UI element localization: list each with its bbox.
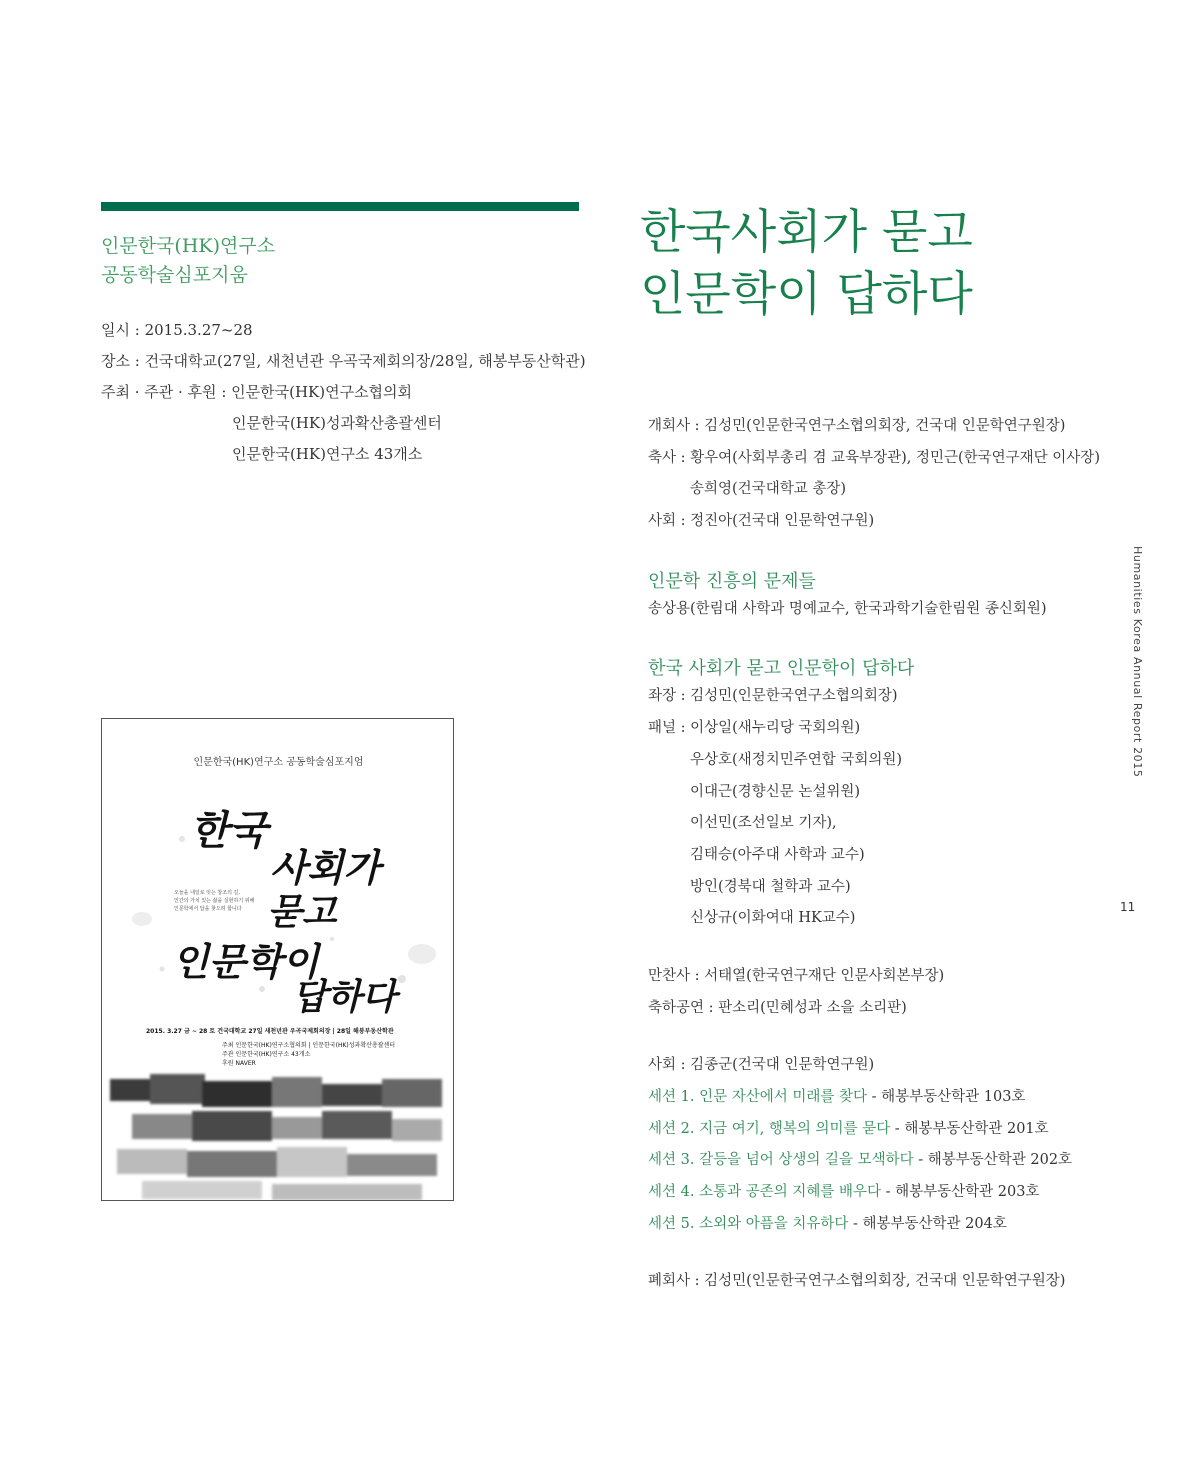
session-item	[648, 1148, 1128, 1180]
top-accent-bar	[101, 202, 579, 211]
page-title-line-1: 한국사회가 묻고	[640, 205, 973, 260]
poster-calligraphy-4: 인문학이	[172, 939, 319, 984]
congratulatory-speech-2: 송희영(건국대학교 총장)	[690, 481, 846, 498]
program-list	[648, 414, 1128, 1301]
mc-line: 사회 : 정진아(건국대 인문학연구원)	[648, 513, 875, 530]
session-room: - 해봉부동산학관 103호	[866, 1089, 1026, 1105]
poster-info	[222, 1041, 395, 1068]
event-date: 일시 : 2015.3.27~28	[101, 321, 253, 339]
poster-info-2: 주관 인문한국(HK)연구소 43개소	[222, 1051, 311, 1058]
session-room: - 해봉부동산학관 202호	[913, 1152, 1073, 1169]
session-title: 세션 4. 소통과 공존의 지혜를 배우다	[648, 1184, 881, 1201]
session-item	[648, 1212, 1128, 1244]
poster-info-3: 후원 NAVER	[222, 1060, 256, 1067]
panelist: 이선민(조선일보 기자),	[690, 815, 837, 832]
event-org-title	[101, 232, 275, 290]
poster-top-title: 인문한국(HK)연구소 공동학술심포지엄	[193, 757, 364, 768]
event-host-3: 인문한국(HK)연구소 43개소	[232, 445, 423, 463]
session-title: 세션 1. 인문 자산에서 미래를 찾다	[648, 1089, 867, 1105]
event-info	[101, 318, 586, 473]
panel-title: 한국 사회가 묻고 인문학이 답하다	[648, 658, 915, 680]
panel-chair: 좌장 : 김성민(인문한국연구소협의회장)	[648, 688, 898, 705]
poster-subtext-3: 인문학에서 답을 찾으려 합니다	[174, 906, 242, 912]
poster-subtext-2: 인간의 가치 있는 삶을 실현하기 위해	[174, 898, 255, 904]
poster-calligraphy-2: 사회가	[270, 845, 381, 890]
panelist: 신상규(이화여대 HK교수)	[690, 910, 856, 927]
keynote-speaker: 송상용(한림대 사학과 명예교수, 한국과학기술한림원 종신회원)	[648, 600, 1047, 617]
panelist: 우상호(새정치민주연합 국회의원)	[690, 751, 903, 768]
panelist: 이대근(경향신문 논설위원)	[690, 783, 860, 800]
closing-speech: 폐회사 : 김성민(인문한국연구소협의회장, 건국대 인문학연구원장)	[648, 1273, 1066, 1290]
dinner-speech: 만찬사 : 서태열(한국연구재단 인문사회본부장)	[648, 967, 945, 984]
page-title-line-2: 인문학이 답하다	[640, 267, 973, 322]
celebration-performance: 축하공연 : 판소리(민혜성과 소을 소리판)	[648, 999, 907, 1016]
event-host-2: 인문한국(HK)성과확산총괄센터	[232, 414, 442, 432]
org-title-line-1: 인문한국(HK)연구소	[101, 235, 276, 257]
event-host: 주최 · 주관 · 후원 : 인문한국(HK)연구소협의회	[101, 383, 413, 401]
report-sidebar-label: Humanities Korea Annual Report 2015	[1131, 546, 1144, 778]
panelist: 김태승(아주대 사학과 교수)	[690, 846, 865, 863]
page-number: 11	[1120, 900, 1136, 914]
poster-date-line: 2015. 3.27 금 ~ 28 토 건국대학교 27일 새천년관 우곡국제회의장 | 28일 해봉부동산학관	[146, 1028, 394, 1035]
poster-subtext	[174, 889, 254, 913]
session-title: 세션 2. 지금 여기, 행복의 의미를 묻다	[648, 1120, 891, 1137]
opening-speech: 개회사 : 김성민(인문한국연구소협의회장, 건국대 인문학연구원장)	[648, 418, 1066, 434]
keynote-title: 인문학 진흥의 문제들	[648, 570, 816, 592]
session-room: - 해봉부동산학관 203호	[880, 1184, 1040, 1201]
poster-info-1: 주최 인문한국(HK)연구소협의회 | 인문한국(HK)성과확산총괄센터	[222, 1042, 396, 1049]
panelist: 방인(경북대 철학과 교수)	[690, 878, 851, 895]
session-room: - 해봉부동산학관 201호	[890, 1120, 1049, 1137]
session-room: - 해봉부동산학관 204호	[848, 1215, 1007, 1232]
session-item	[648, 1180, 1128, 1212]
poster-calligraphy-1: 한국	[190, 807, 268, 854]
mc-line-2: 사회 : 김종군(건국대 인문학연구원)	[648, 1057, 875, 1074]
congratulatory-speech: 축사 : 황우여(사회부총리 겸 교육부장관), 정민근(한국연구재단 이사장)	[648, 449, 1100, 466]
session-item	[648, 1117, 1128, 1149]
event-place: 장소 : 건국대학교(27일, 새천년관 우곡국제회의장/28일, 해봉부동산학관)	[101, 352, 586, 370]
page-title	[640, 202, 973, 326]
session-title: 세션 3. 갈등을 넘어 상생의 길을 모색하다	[648, 1152, 914, 1169]
session-item	[648, 1085, 1128, 1117]
session-title: 세션 5. 소외와 아픔을 치유하다	[648, 1215, 849, 1232]
panel-first: 패널 : 이상일(새누리당 국회의원)	[648, 720, 861, 737]
poster-calligraphy-3: 묻고	[267, 891, 337, 933]
event-poster-image	[101, 718, 454, 1201]
poster-calligraphy-5: 답하다	[292, 976, 397, 1018]
org-title-line-2: 공동학술심포지움	[101, 264, 248, 286]
poster-subtext-1: 오늘을 내일로 잇는 창조의 길,	[174, 890, 240, 896]
